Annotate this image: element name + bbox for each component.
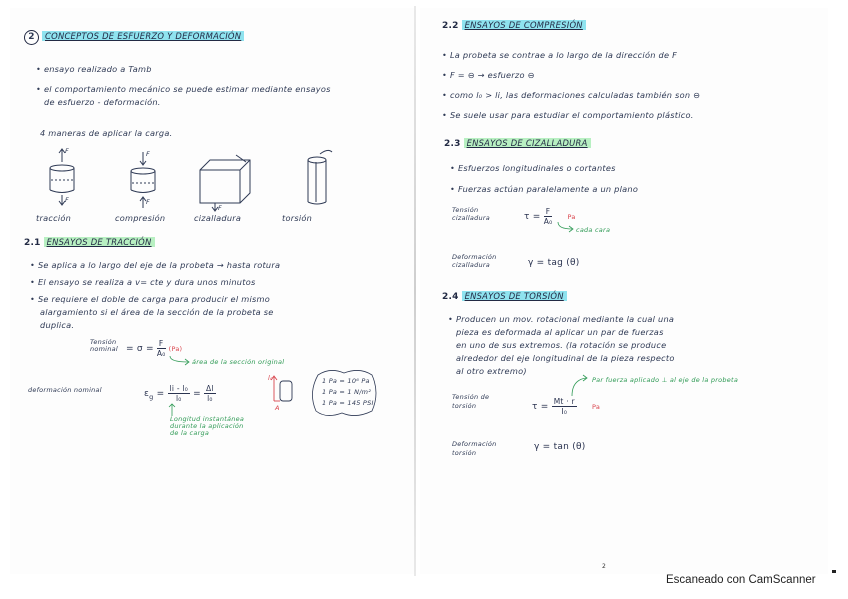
right-page [420, 8, 828, 574]
tension-nominal-label: Tensión nominal [90, 338, 118, 353]
s24-line-4: alrededor del eje longitudinal de la pieza respecto [456, 353, 675, 363]
section-2-title [24, 30, 244, 45]
camscanner-watermark: Escaneado con CamScanner [666, 574, 816, 586]
s24-line-3: en uno de sus extremos. (la rotación se produce [456, 340, 667, 350]
s23-tau-formula: τ = $\frac{F}{\text{A₀}}$ Pa [524, 207, 576, 226]
force-label-shear: F [218, 204, 222, 212]
s23-def-label: Deformación cizalladura [452, 253, 497, 269]
s24-line-2: pieza es deformada al aplicar un par de fuerzas [456, 327, 664, 337]
s21-line-2: • El ensayo se realiza a v= cte y dura unos minutos [30, 277, 256, 287]
fig-label-torsion: torsión [282, 213, 313, 223]
s22-line-1: • La probeta se contrae a lo largo de la dirección de F [442, 50, 678, 60]
s24-tau-formula: τ = $\frac{Mt \cdot r}{\text{I₀}}$ Pa [532, 397, 601, 416]
page-number: 2 [602, 563, 606, 570]
bullet-2-cont: de esfuerzo - deformación. [44, 97, 161, 107]
cara-arrow [556, 222, 578, 234]
deformation-formula: $\varepsilon_g$ = $\frac{\text{li - l₀}}{\text{l₀}}$ = $\frac{\Delta l}{\text{l₀}}$ [144, 384, 214, 403]
tension-unit: (Pa) [168, 345, 183, 353]
left-page [10, 8, 415, 574]
s22-line-4: • Se suele usar para estudiar el comportamiento plástico. [442, 110, 694, 120]
fig-label-compresion: compresión [115, 213, 166, 223]
tension-formula: = σ = $\frac{F}{\text{A₀}}$ (Pa) [126, 339, 183, 358]
par-arrow [568, 374, 592, 398]
probe-label-l0: l₀ [268, 374, 273, 382]
probe-label-a: A [275, 404, 280, 412]
area-note: área de la sección original [192, 358, 285, 366]
par-note: Par fuerza aplicado ⊥ al eje de la probeta [592, 376, 739, 384]
s24-gamma: γ = tan (θ) [534, 442, 586, 452]
load-figures [10, 138, 415, 218]
units-list: 1 Pa = 10⁶ Pa 1 Pa = 1 N/m² 1 Pa = 145 PSI [322, 377, 374, 407]
s21-line-3: • Se requiere el doble de carga para producir el mismo [30, 294, 270, 304]
s21-line-4: alargamiento si el área de la sección de la probeta se [40, 307, 274, 317]
s23-tension-label: Tensión cizalladura [452, 206, 491, 222]
bullet-1: • ensayo realizado a Tamb [36, 64, 152, 74]
s22-line-3: • como l₀ > li, las deformaciones calculadas también son ⊖ [442, 90, 701, 100]
deformation-label: deformación nominal [28, 386, 102, 394]
s22-line-2: • F = ⊖ → esfuerzo ⊖ [442, 70, 535, 80]
s23-line-1: • Esfuerzos longitudinales o cortantes [450, 163, 616, 173]
maneras-text: 4 maneras de aplicar la carga. [40, 128, 173, 138]
fig-label-cizalladura: cizalladura [194, 213, 242, 223]
force-label-top: F [65, 147, 69, 155]
section-2-3-title: 2.3 ENSAYOS DE CIZALLADURA [444, 138, 591, 149]
force-label-bottom: F [65, 196, 69, 204]
section-2-1-title: 2.1 ENSAYOS DE TRACCIÓN [24, 237, 155, 248]
section-number-circle: 2 [24, 30, 39, 45]
fig-label-traccion: tracción [36, 213, 72, 223]
s24-line-5: al otro extremo) [456, 366, 527, 376]
force-label-top-2: F [146, 150, 150, 158]
s24-tau-unit: Pa [591, 403, 601, 411]
s21-line-1: • Se aplica a lo largo del eje de la probeta → hasta rotura [30, 260, 281, 270]
page-gutter [414, 6, 416, 576]
longitud-note: Longitud instantánea durante la aplicación de la carga [170, 415, 245, 437]
s23-tau-unit: Pa [567, 213, 576, 221]
watermark-mark [832, 570, 836, 573]
section-title-text: CONCEPTOS DE ESFUERZO Y DEFORMACIÓN [42, 31, 244, 41]
s23-line-2: • Fuerzas actúan paralelamente a un plano [450, 184, 639, 194]
section-2-2-title: 2.2 ENSAYOS DE COMPRESIÓN [442, 20, 586, 31]
bullet-2: • el comportamiento mecánico se puede estimar mediante ensayos [36, 84, 331, 94]
force-label-bottom-2: F [146, 198, 150, 206]
s24-tension-label: Tensión de torsión [452, 393, 490, 410]
section-2-4-title: 2.4 ENSAYOS DE TORSIÓN [442, 291, 567, 302]
s23-gamma: γ = tag (θ) [528, 258, 580, 268]
cara-note: cada cara [576, 226, 611, 234]
s24-def-label: Deformación torsión [452, 440, 497, 457]
s21-line-5: duplica. [40, 320, 75, 330]
s24-line-1: • Producen un mov. rotacional mediante la cual una [448, 314, 675, 324]
